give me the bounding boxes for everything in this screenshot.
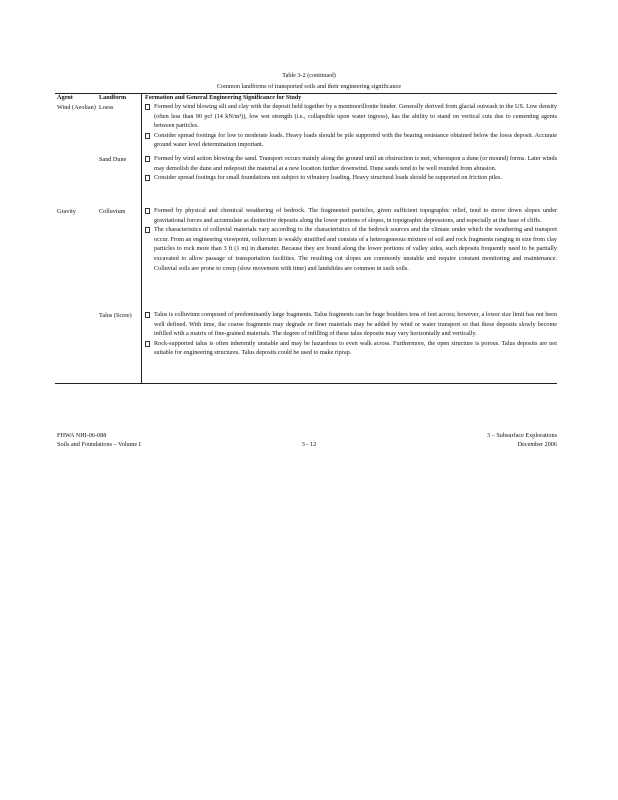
header-landform: Landform [99, 94, 127, 101]
footer-chapter: 3 – Subsurface Explorations [487, 432, 557, 439]
bullet-text: Formed by physical and chemical weathering of bedrock. The fragmented particles, given sufficient topographic relief, tend to move down slopes under gravitational forces and accumulate as distinctive deposits along the lower portions of slopes, in topographic depressions, and especially at the base of cliffs. [154, 207, 557, 224]
bullet-text: Talus is colluvium composed of predominantly large fragments. Talus fragments can be huge boulders tens of feet across; however, a lower size limit has not been well defined. With time, the coarse fragments may degrade or finer materials may be added by wind or water transport so that these deposits slowly become infilled with a matrix of fine-grained materials. The degree of infilling of these talus deposits may vary horizontally and vertically. [154, 311, 557, 338]
row-talus-bullets [145, 310, 557, 358]
row-landform-colluvium: Colluvium [99, 208, 126, 215]
checkbox-bullet-icon [145, 312, 150, 318]
checkbox-bullet-icon [145, 104, 150, 110]
checkbox-bullet-icon [145, 227, 150, 233]
header-formation: Formation and General Engineering Significance for Study [145, 94, 302, 101]
bullet-text: Formed by wind blowing silt and clay with the deposit held together by a montmorillonite binder. Generally derived from glacial outwash in the US. Low density (often less than 90 pcf (14 kN/m³)), low wet strength (i.e., collapsible upon water ingress), has the ability to stand on vertical cuts due to cementing agents between particles. [154, 103, 557, 130]
bullet-item [145, 173, 557, 183]
column-divider [141, 93, 142, 383]
bullet-item [145, 310, 557, 339]
row-colluvium-bullets [145, 206, 557, 273]
row-landform-talus: Talus (Scree) [99, 312, 132, 319]
bullet-text: Rock-supported talus is often inherently unstable and may be hazardous to even walk across. Furthermore, the open structure is porous. Talus deposits are not suitable for engineering structures. Talus deposits could be used to make riprap. [154, 339, 557, 357]
bullet-item [145, 102, 557, 131]
footer-doc-id: FHWA NHI-06-088 [57, 432, 107, 439]
table-bottom-rule [55, 383, 557, 384]
row-loess-bullets [145, 102, 557, 150]
bullet-item [145, 225, 557, 273]
row-landform-sand-dune: Sand Dune [99, 156, 127, 163]
footer-date: December 2006 [517, 441, 557, 448]
header-agent: Agent [57, 94, 73, 101]
bullet-text: Consider spread footings for small foundations not subject to vibratory loading. Heavy structural loads should be supported on friction piles. [154, 174, 502, 182]
bullet-item [145, 206, 557, 225]
checkbox-bullet-icon [145, 175, 150, 181]
checkbox-bullet-icon [145, 341, 150, 347]
row-sand-dune-bullets [145, 154, 557, 183]
bullet-text: Consider spread footings for low to moderate loads. Heavy loads should be pile supported with the bearing resistance obtained below the loess deposit. Accurate ground water level determination important. [154, 131, 557, 149]
checkbox-bullet-icon [145, 208, 150, 214]
footer-doc-title: Soils and Foundations – Volume I [57, 441, 141, 448]
table-caption: Table 3-2 (continued) [282, 72, 336, 79]
checkbox-bullet-icon [145, 133, 150, 139]
page-number: 3 - 12 [301, 441, 317, 448]
checkbox-bullet-icon [145, 156, 150, 162]
table-subcaption: Common landforms of transported soils and their engineering significance [216, 83, 402, 90]
row-landform-loess: Loess [99, 104, 114, 111]
table-top-rule [55, 93, 557, 94]
bullet-text: The characteristics of colluvial materials vary according to the characteristics of the bedrock sources and the climate under which the weathering and transport occur. From an engineering viewpoint, colluvium is weakly stratified and consists of a heterogeneous mixture of soil and rock fragments ranging in size from clay particles to rock more than 3 ft (1 m) in diameter. Because they are found along the lower portions of valley sides, such deposits frequently need to be partially excavated to allow passage of transportation facilities. The resulting cut slopes are commonly unstable and require constant monitoring and maintenance. Colluvial soils are prone to creep (slow movement with time) and landslides are common in such soils. [154, 226, 557, 272]
bullet-item [145, 131, 557, 150]
row-agent-gravity: Gravity [57, 208, 76, 215]
footer-right [487, 431, 557, 449]
bullet-item [145, 154, 557, 173]
row-agent-wind: Wind (Aeolian) [57, 104, 96, 111]
bullet-text: Formed by wind action blowing the sand. Transport occurs mainly along the ground until an obstruction is met, whereupon a dune (or mound) forms. Later winds may demolish the dune and redeposit the material at a new location further downwind. Dune sands tend to be well rounded from abrasion. [154, 155, 557, 172]
bullet-item [145, 339, 557, 358]
